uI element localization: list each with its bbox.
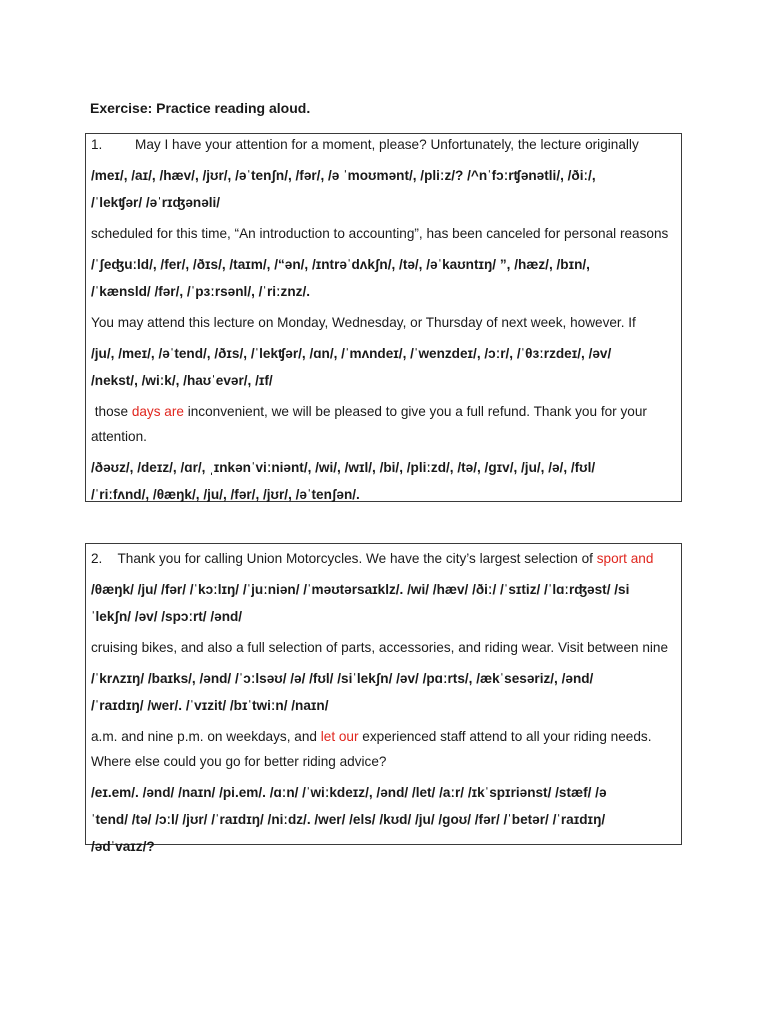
sentence-line: [91, 546, 677, 571]
sentence-text: those: [91, 404, 132, 419]
ipa-line: /ˈkænsld/ /fər/, /ˈpɜːrsənl/, /ˈriːznz/.: [91, 284, 310, 299]
highlighted-text: days are: [131, 404, 184, 419]
sentence-line: attention.: [91, 429, 147, 444]
exercise-title: Exercise: Practice reading aloud.: [90, 100, 311, 116]
ipa-line: /ðəʊz/, /deɪz/, /ɑr/, ˌɪnkənˈviːniənt/, /wi/, /wɪl/, /bi/, /pliːzd/, /tə/, /gɪv/, /ju/, /ə/, /fʊl/: [91, 460, 596, 475]
sentence-text: a.m. and nine p.m. on weekdays, and: [91, 729, 321, 744]
ipa-line: /ˈkrʌzɪŋ/ /baɪks/, /ənd/ /ˈɔːlsəʊ/ /ə/ /fʊl/ /siˈlekʃn/ /əv/ /pɑːrts/, /ækˈsesəriz/, /ənd/: [91, 671, 594, 686]
sentence-text: experienced staff attend to all your riding needs.: [358, 729, 652, 744]
ipa-line: /nekst/, /wiːk/, /haʊˈevər/, /ɪf/: [91, 373, 273, 388]
ipa-line: /ju/, /meɪ/, /əˈtend/, /ðɪs/, /ˈlekʧər/, /ɑn/, /ˈmʌndeɪ/, /ˈwenzdeɪ/, /ɔːr/, /ˈθɜːrzdeɪ/, /əv/: [91, 346, 612, 361]
highlighted-text: sport and: [596, 551, 654, 566]
ipa-line: /ˈʃeʤuːld/, /fer/, /ðɪs/, /taɪm/, /“ən/, /ɪntrəˈdʌkʃn/, /tə/, /əˈkaʊntɪŋ/ ”, /hæz/, /bɪn/,: [91, 257, 590, 272]
ipa-line: /meɪ/, /aɪ/, /hæv/, /jʊr/, /əˈtenʃn/, /fər/, /ə ˈmoʊmənt/, /pliːz/? /^nˈfɔːrʧənətli/, /ðiː/,: [91, 168, 596, 183]
ipa-line: /eɪ.em/. /ənd/ /naɪn/ /pi.em/. /ɑːn/ /ˈwiːkdeɪz/, /ənd/ /let/ /aːr/ /ɪkˈspɪriənst/ /stæf/ /ə: [91, 785, 607, 800]
sentence-line: [91, 399, 677, 424]
ipa-line: ˈtend/ /tə/ /ɔːl/ /jʊr/ /ˈraɪdɪŋ/ /niːdz/. /wer/ /els/ /kʊd/ /ju/ /goʊ/ /fər/ /ˈbetər/ /ˈraɪdɪŋ/: [91, 812, 606, 827]
ipa-line: /ˈraɪdɪŋ/ /wer/. /ˈvɪzit/ /bɪˈtwiːn/ /naɪn/: [91, 698, 329, 713]
ipa-line: /θæŋk/ /ju/ /fər/ /ˈkɔːlɪŋ/ /ˈjuːniən/ /ˈməʊtərsaɪklz/. /wi/ /hæv/ /ðiː/ /ˈsɪtiz/ /ˈlɑːrʤəst/ /si: [91, 582, 630, 597]
sentence-line: You may attend this lecture on Monday, Wednesday, or Thursday of next week, however. If: [91, 315, 636, 330]
ipa-line: /ˈlekʧər/ /əˈrɪʤənəli/: [91, 195, 221, 210]
item-number: 2.: [91, 551, 103, 566]
sentence-text: May I have your attention for a moment, please? Unfortunately, the lecture originally: [135, 137, 639, 152]
ipa-line: /ˈriːfʌnd/, /θæŋk/, /ju/, /fər/, /jʊr/, /əˈtenʃən/.: [91, 487, 360, 502]
exercise-item-1: [85, 133, 682, 502]
sentence-line: cruising bikes, and also a full selection of parts, accessories, and riding wear. Visit between nine: [91, 640, 669, 655]
sentence-line: [91, 132, 677, 157]
item-number: 1.: [91, 137, 103, 152]
ipa-line: /ədˈvaɪz/?: [91, 839, 155, 854]
sentence-line: [91, 724, 677, 749]
sentence-line: scheduled for this time, “An introduction to accounting”, has been canceled for personal reasons: [91, 226, 669, 241]
exercise-item-2: [85, 543, 682, 854]
ipa-line: ˈlekʃn/ /əv/ /spɔːrt/ /ənd/: [91, 609, 243, 624]
sentence-text: Thank you for calling Union Motorcycles. We have the city’s largest selection of: [117, 551, 597, 566]
sentence-line: Where else could you go for better riding advice?: [91, 754, 387, 769]
sentence-text: inconvenient, we will be pleased to give you a full refund. Thank you for your: [183, 404, 647, 419]
highlighted-text: let our: [320, 729, 359, 744]
